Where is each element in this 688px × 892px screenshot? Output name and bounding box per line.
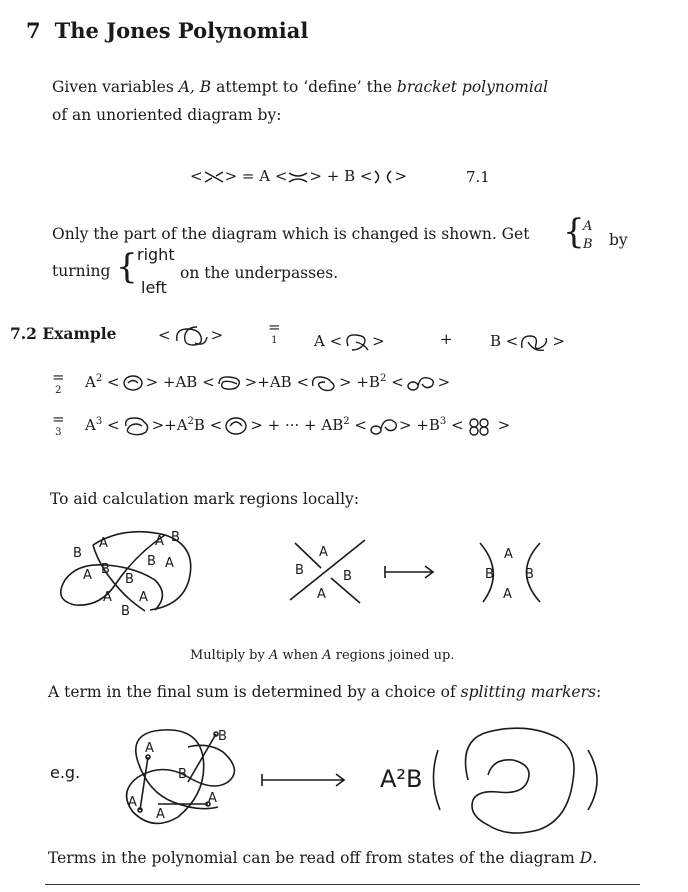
knot-state-icon bbox=[309, 372, 339, 394]
row3-t2b: B < bbox=[193, 416, 223, 434]
label-b: B bbox=[73, 546, 82, 561]
row3-t4-exp: 3 bbox=[439, 416, 447, 427]
label-a: A bbox=[83, 568, 92, 583]
eq-sign-1: = bbox=[268, 318, 281, 336]
eq-b-term: > + B < bbox=[309, 167, 373, 185]
row2-t4-exp: 2 bbox=[379, 373, 387, 384]
eq-open: < bbox=[190, 167, 203, 185]
row2-t4: +B bbox=[356, 373, 380, 391]
label-a: A bbox=[145, 741, 154, 756]
vertical-smoothing-icon bbox=[372, 169, 394, 185]
label-b: B bbox=[101, 562, 110, 577]
knot-state-icon bbox=[367, 415, 399, 437]
a-bracket-close: > bbox=[372, 332, 385, 350]
smoothing-a-icon bbox=[342, 330, 372, 354]
label-b: B bbox=[178, 767, 187, 782]
brace-a: A bbox=[583, 219, 593, 234]
closing-sentence bbox=[48, 849, 597, 867]
label-b: B bbox=[125, 572, 134, 587]
example-row-2: $A^2$ < > +AB < >+AB < > $+B^2$ < > bbox=[85, 372, 450, 394]
eq-index-2: 2 bbox=[55, 385, 62, 396]
closing-period: . bbox=[592, 849, 598, 867]
example-lhs: < > bbox=[158, 323, 223, 349]
crossing-icon bbox=[203, 169, 225, 185]
eq-3-marker: = 3 bbox=[52, 410, 65, 438]
example-b-term bbox=[490, 330, 565, 354]
smoothing-b-icon bbox=[518, 330, 552, 354]
splitting-term: splitting markers bbox=[460, 683, 596, 701]
knot-state-icon bbox=[215, 372, 245, 394]
row3-t2-exp: 2 bbox=[187, 416, 194, 427]
label-b: B bbox=[171, 530, 180, 545]
result-term: A²B bbox=[380, 765, 423, 793]
trefoil-knot-icon bbox=[171, 323, 211, 349]
label-b: B bbox=[218, 729, 227, 744]
label-a: A bbox=[503, 587, 512, 602]
eg-label: e.g. bbox=[50, 763, 81, 782]
right-label: right bbox=[137, 245, 175, 264]
row3-t3: > + ··· + AB bbox=[250, 416, 344, 434]
underpasses-text: on the underpasses. bbox=[180, 264, 339, 282]
bracket-term: bracket polynomial bbox=[396, 78, 549, 96]
label-a: A bbox=[208, 791, 217, 806]
knot-state-icon bbox=[404, 372, 438, 394]
region-joining-diagram bbox=[285, 538, 555, 608]
equation-number: 7.1 bbox=[466, 168, 490, 186]
example-plus: + bbox=[440, 330, 453, 348]
example-a-term bbox=[314, 330, 385, 354]
label-b: B bbox=[525, 567, 534, 582]
intro-line-1 bbox=[52, 78, 548, 96]
eq-a-term: > = A < bbox=[224, 167, 288, 185]
a-bracket-open: A < bbox=[314, 332, 343, 350]
label-a: A bbox=[319, 545, 328, 560]
label-a: A bbox=[103, 590, 112, 605]
row3-t4: +B bbox=[416, 416, 440, 434]
b-bracket-open: B < bbox=[490, 332, 519, 350]
label-a: A bbox=[139, 590, 148, 605]
label-b: B bbox=[485, 567, 494, 582]
knot-state-icon bbox=[222, 414, 250, 438]
rule-line-1: Only the part of the diagram which is changed is shown. Get bbox=[52, 225, 530, 243]
row3-t2: +A bbox=[164, 416, 188, 434]
brace-b: B bbox=[583, 237, 593, 252]
label-a: A bbox=[317, 587, 326, 602]
row3-t1-exp: 3 bbox=[95, 416, 103, 427]
equation-7-1 bbox=[190, 167, 407, 185]
result-state-diagram bbox=[428, 720, 608, 840]
row2-t3: +AB < bbox=[257, 373, 310, 391]
intro-text: Given variables bbox=[52, 78, 179, 96]
caption-text: when bbox=[278, 648, 323, 663]
label-a: A bbox=[504, 547, 513, 562]
section-title: The Jones Polynomial bbox=[54, 18, 309, 43]
row2-t2: +AB < bbox=[162, 373, 215, 391]
horizontal-smoothing-icon bbox=[287, 169, 309, 185]
row3-t1: A bbox=[85, 416, 96, 434]
intro-line-2: of an unoriented diagram by: bbox=[52, 106, 282, 124]
labelled-trefoil-diagram bbox=[55, 525, 215, 625]
closing-text: Terms in the polynomial can be read off from states of the diagram bbox=[48, 849, 580, 867]
section-number: 7 bbox=[26, 18, 41, 43]
closing-var: D bbox=[579, 849, 593, 867]
label-b: B bbox=[121, 604, 130, 619]
by-text: by bbox=[609, 231, 628, 249]
turning-text: turning bbox=[52, 262, 111, 280]
intro-vars: A, B bbox=[178, 78, 212, 96]
label-a: A bbox=[155, 534, 164, 549]
left-label: left bbox=[141, 278, 167, 297]
label-b: B bbox=[295, 563, 304, 578]
knot-state-icon bbox=[120, 414, 152, 438]
eq-index-3: 3 bbox=[55, 427, 62, 438]
regions-heading: To aid calculation mark regions locally: bbox=[50, 490, 360, 508]
caption-var: A bbox=[268, 648, 279, 663]
intro-text-mid: attempt to ‘define’ the bbox=[211, 78, 397, 96]
bottom-divider bbox=[45, 884, 640, 885]
section-heading bbox=[26, 18, 308, 43]
label-a: A bbox=[156, 807, 165, 822]
eq-close: > bbox=[394, 167, 408, 185]
splitting-marker-diagram bbox=[118, 722, 248, 832]
label-a: A bbox=[99, 536, 108, 551]
eq-index-1: 1 bbox=[271, 335, 278, 346]
multiply-caption bbox=[190, 648, 455, 663]
knot-state-icon bbox=[464, 415, 498, 437]
label-b: B bbox=[343, 569, 352, 584]
example-label: 7.2 Example bbox=[10, 324, 117, 343]
eq-1-marker bbox=[268, 318, 281, 346]
maps-to-arrow bbox=[260, 770, 350, 790]
row2-t1-exp: 2 bbox=[95, 373, 103, 384]
splitting-colon: : bbox=[595, 683, 602, 701]
b-bracket-close: > bbox=[552, 332, 565, 350]
ab-brace: { bbox=[563, 212, 585, 252]
label-a: A bbox=[128, 795, 137, 810]
splitting-text: A term in the final sum is determined by a choice of bbox=[48, 683, 461, 701]
eq-2-marker: = 2 bbox=[52, 368, 65, 396]
caption-text: regions joined up. bbox=[331, 648, 455, 663]
label-b: B bbox=[147, 554, 156, 569]
row2-t1: A bbox=[85, 373, 96, 391]
splitting-sentence bbox=[48, 683, 601, 701]
row3-t3-exp: 2 bbox=[343, 416, 350, 427]
example-row-3: $A^3 < >+A^2B$ < > + ··· + $AB^2$ < > $+B^3$ < > bbox=[85, 414, 510, 438]
caption-text: Multiply by bbox=[190, 648, 269, 663]
knot-state-icon bbox=[120, 372, 146, 394]
caption-var: A bbox=[322, 648, 332, 663]
label-a: A bbox=[165, 556, 174, 571]
direction-brace: { bbox=[116, 247, 138, 287]
